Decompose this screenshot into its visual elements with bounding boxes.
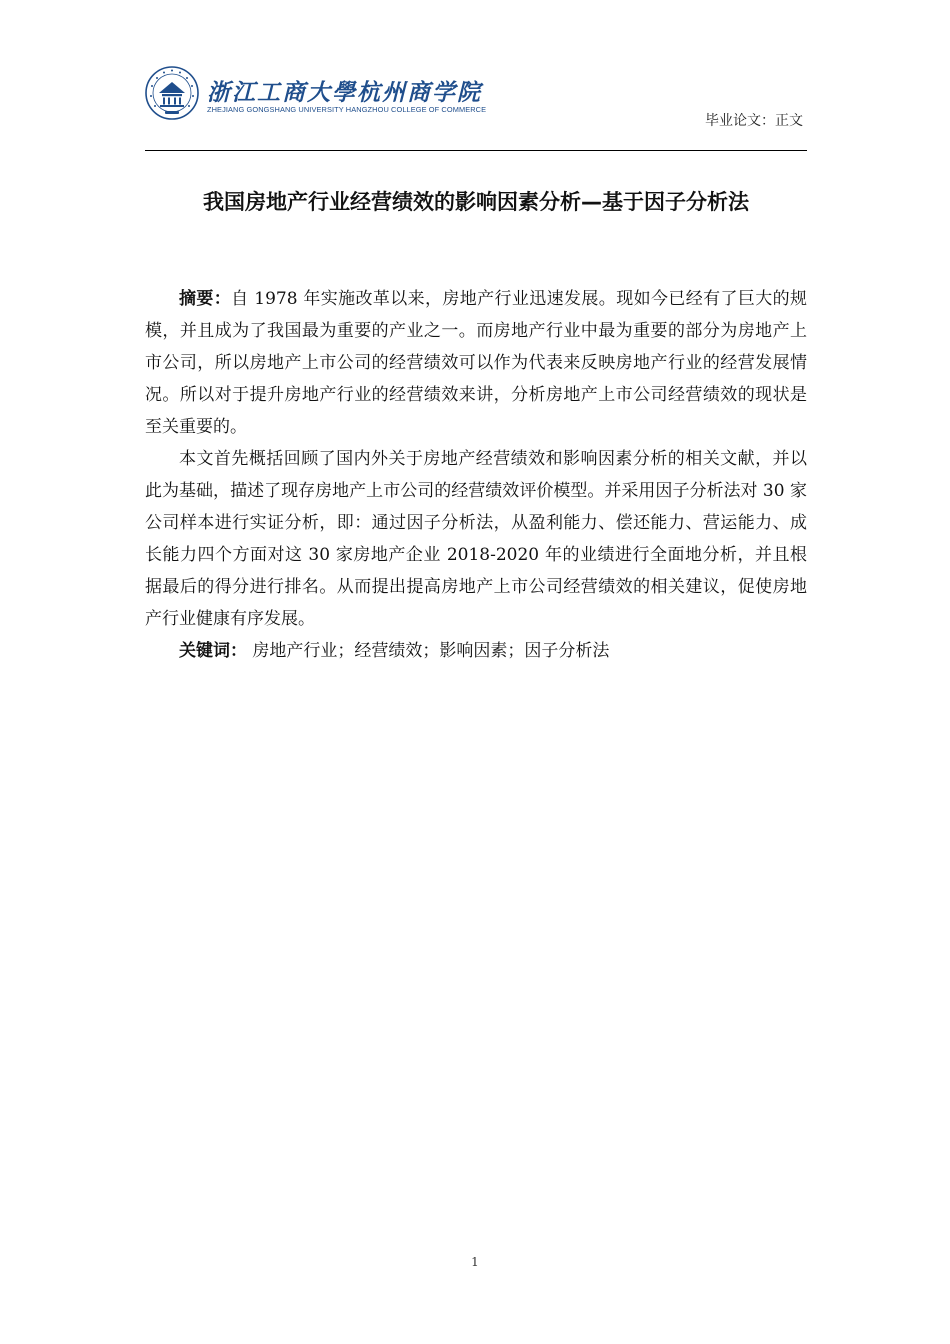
abstract-paragraph-2: 本文首先概括回顾了国内外关于房地产经营绩效和影响因素分析的相关文献，并以此为基础，描述了现存房地产上市公司的经营绩效评价模型。并采用因子分析法对 30 家公司样本进行实证分析，即：通过因子分析法，从盈利能力、偿还能力、营运能力、成长能力四个方面对这 30 家房地产企业 2018-2020 年的业绩进行全面地分析，并且根据最后的得分进行排名。从而提出提高房地产上市公司经营绩效的相关建议，促使房地产行业健康有序发展。 (145, 449, 807, 629)
header-section-label: 毕业论文：正文 (705, 113, 803, 129)
abstract-paragraph-1 (145, 283, 807, 443)
keywords-value: 房地产行业；经营绩效；影响因素；因子分析法 (247, 641, 610, 661)
abstract-body (145, 283, 807, 667)
header-divider (145, 150, 807, 151)
keywords-line (145, 635, 807, 667)
page-number: 1 (471, 1255, 479, 1269)
logo-chinese-name: 浙江工商大學杭州商学院 (207, 80, 482, 106)
abstract-paragraph-1-text: 自 1978 年实施改革以来，房地产行业迅速发展。现如今已经有了巨大的规模，并且成为了我国最为重要的产业之一。而房地产行业中最为重要的部分为房地产上市公司，所以房地产上市公司的经营绩效可以作为代表来反映房地产行业的经营发展情况。所以对于提升房地产行业的经营绩效来讲，分析房地产上市公司经营绩效的现状是至关重要的。 (145, 289, 807, 437)
keywords-label: 关键词： (179, 641, 247, 661)
logo-english-name: ZHEJIANG GONGSHANG UNIVERSITY HANGZHOU COLLEGE OF COMMERCE (207, 105, 487, 114)
page-header (145, 66, 807, 152)
university-logo-text (207, 74, 537, 120)
document-title: 我国房地产行业经营绩效的影响因素分析—基于因子分析法 (203, 190, 749, 214)
university-seal-icon (145, 66, 199, 120)
abstract-label: 摘要： (179, 289, 232, 309)
